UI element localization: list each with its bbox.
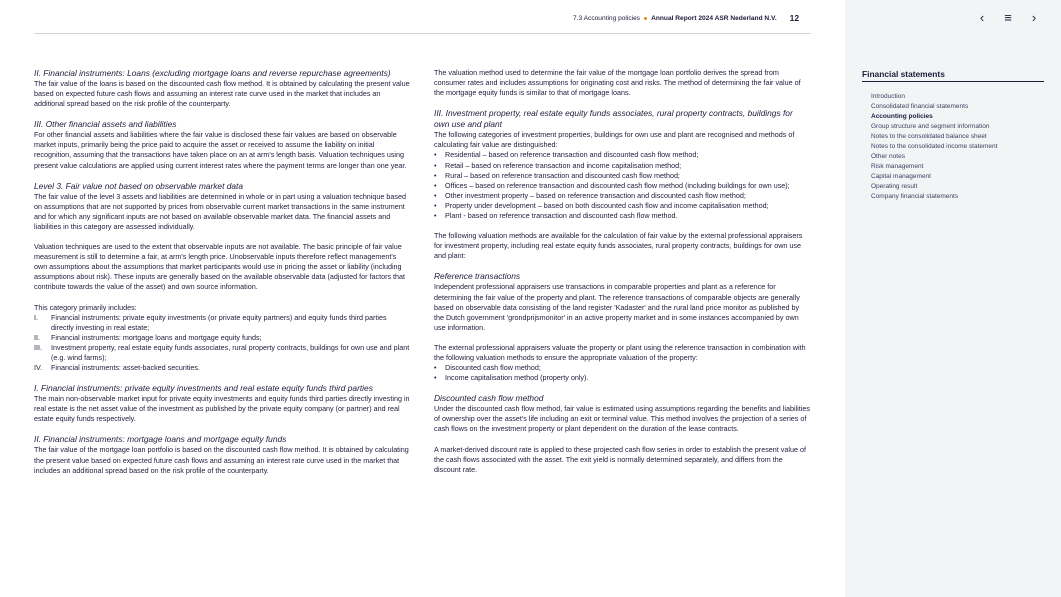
sidebar-item-risk-management[interactable]: Risk management: [871, 163, 924, 170]
paragraph: The fair value of the mortgage loan portfolio is based on the discounted cash flow method. It is obtained by calculating the present value based on expected future cash flows and assuming an interest rate curve used in the market that includes an additional spread based on the risk profile of the counterparty.: [34, 445, 409, 475]
list-item: • Discounted cash flow method;: [434, 363, 810, 373]
paragraph: The following categories of investment properties, buildings for own use and plant are recognised and methods of calculating fair value are distinguished:: [434, 130, 795, 150]
section-heading: II. Financial instruments: Loans (excluding mortgage loans and reverse repurchase agreements): [34, 68, 391, 78]
page-header: [573, 13, 799, 23]
method-list: [434, 363, 810, 383]
right-column: [434, 68, 810, 475]
paragraph: Under the discounted cash flow method, fair value is estimated using assumptions regarding the benefits and liabilities of ownership over the asset's life including an exit or terminal value. This method involves the projection of a series of cash flows on the investment property or plant dependent on the duration of the lease contracts.: [434, 404, 810, 434]
menu-icon[interactable]: ≡: [1004, 10, 1012, 25]
report-title: Annual Report 2024 ASR Nederland N.V.: [651, 14, 777, 22]
list-item: II. Financial instruments: mortgage loans and mortgage equity funds;: [34, 332, 262, 342]
sidebar-item-group-structure[interactable]: Group structure and segment information: [871, 123, 990, 130]
sidebar-title: Financial statements: [862, 69, 945, 79]
paragraph: Independent professional appraisers use transactions in comparable properties and plant as a reference for determining the fair value of the property and plant. The reference transactions of comparable objects are generally based on observable data consisting of the land register 'Kadaster' and the rural land price monitor as published by the Dutch government 'grondprijsmonitor' in an active property market and in some instances accompanied by own use information.: [434, 282, 800, 332]
list-item: • Retail – based on reference transaction and income capitalisation method;: [434, 161, 810, 171]
paragraph: The main non-observable market input for private equity investments and equity funds third parties directly investing in real estate is the net asset value of the investment as published by the private equity company (or partner) and real estate equity funds respectively.: [34, 394, 410, 424]
valuation-list: [434, 150, 810, 221]
list-item: • Income capitalisation method (property only).: [434, 373, 810, 383]
sidebar-menu: [871, 92, 997, 202]
list-item: III. Investment property, real estate equity funds associates, rural property contracts, buildings for own use and plant (e.g. wind farms);: [34, 342, 410, 362]
paragraph: The valuation method used to determine the fair value of the mortgage loan portfolio derives the spread from consumer rates and includes assumptions for originating cost and risks. The method of determining the fair value of the mortgage equity funds is similar to that of mortgage loans.: [434, 68, 801, 98]
section-heading: II. Financial instruments: mortgage loans and mortgage equity funds: [34, 434, 287, 445]
sidebar-item-consolidated-financial-statements[interactable]: Consolidated financial statements: [871, 103, 969, 110]
sidebar-item-operating-result[interactable]: Operating result: [871, 183, 918, 190]
paragraph: For other financial assets and liabilities where the fair value is disclosed these fair values are based on observable market inputs, primarily being the price paid to acquire the asset or received to assume the liability on initial recognition, assuming that the transactions have taken place on an at arm's length basis. Valuation techniques using present value calculations are applied using current interest rates where the payment terms are longer than one year.: [34, 130, 407, 170]
left-column: [34, 68, 410, 476]
list-item: • Property under development – based on both discounted cash flow and income capitalisation method;: [434, 201, 810, 211]
paragraph: A market-derived discount rate is applied to these projected cash flow series in order to establish the present value of the cash flows associated with the asset. The exit yield is normally determined separately, and differs from the discount rate.: [434, 444, 806, 474]
section-label: 7.3 Accounting policies: [573, 14, 641, 22]
sidebar-item-notes-balance-sheet[interactable]: Notes to the consolidated balance sheet: [871, 133, 987, 140]
chevron-left-icon[interactable]: ‹: [979, 10, 985, 25]
list-item: • Rural – based on reference transaction and discounted cash flow method;: [434, 171, 810, 181]
chevron-right-icon[interactable]: ›: [1031, 10, 1037, 25]
paragraph: This category primarily includes:: [34, 302, 137, 312]
paragraph: The following valuation methods are available for the calculation of fair value by the external professional appraisers for investment property, including real estate equity funds associates, rural property contracts, buildings for own use and plant:: [434, 231, 803, 261]
paragraph: The fair value of the loans is based on the discounted cash flow method. It is obtained by calculating the present value based on expected future cash flows and assuming an interest rate curve used in the market that includes an additional spread based on the risk profile of the counterparty.: [34, 79, 410, 109]
list-item: • Residential – based on reference transaction and discounted cash flow method;: [434, 150, 810, 160]
paragraph: The fair value of the level 3 assets and liabilities are determined in whole or in part using a valuation technique based on assumptions that are not supported by prices from observable current market transactions in the same instrument and for which any significant inputs are not based on available observable market data. The financial assets and liabilities in this category are assessed individually.: [34, 191, 406, 231]
section-heading: Discounted cash flow method: [434, 393, 544, 404]
list-item: • Offices – based on reference transaction and discounted cash flow method (including buildings for own use);: [434, 181, 810, 191]
list-item: I. Financial instruments: private equity investments (or private equity partners) and equity funds third parties directly investing in real estate;: [34, 312, 387, 332]
section-heading: Reference transactions: [434, 271, 521, 282]
sidebar-item-capital-management[interactable]: Capital management: [871, 173, 931, 180]
section-heading: I. Financial instruments: private equity investments and real estate equity funds third parties: [34, 383, 373, 394]
sidebar-item-company-financial-statements[interactable]: Company financial statements: [871, 193, 959, 200]
page-navigation: [975, 10, 1041, 25]
section-heading: III. Investment property, real estate equity funds associates, rural property contracts, buildings for own use and plant: [434, 108, 793, 130]
list-item: IV. Financial instruments: asset-backed securities.: [34, 363, 201, 373]
paragraph: Valuation techniques are used to the extent that observable inputs are not available. The basic principle of fair value measurement is still to determine a fair, at arm's length price. Unobservable inputs therefore reflect management's own assumptions about the assumptions that market participants would use in pricing the asset or liability (including assumptions about risk). These inputs are generally based on the available observable data (adjusted for factors that contribute towards the value of the asset) and own source information.: [34, 242, 406, 292]
list-item: • Other investment property – based on reference transaction and discounted cash flow method;: [434, 191, 810, 201]
section-heading: III. Other financial assets and liabilities: [34, 119, 177, 130]
section-heading: Level 3. Fair value not based on observable market data: [34, 180, 244, 191]
category-list: [34, 313, 410, 374]
header-divider: [34, 33, 811, 34]
sidebar-item-accounting-policies[interactable]: Accounting policies: [871, 113, 933, 120]
page-number: 12: [789, 13, 800, 23]
sidebar-item-notes-income-statement[interactable]: Notes to the consolidated income statement: [871, 143, 998, 150]
sidebar-item-introduction[interactable]: Introduction: [871, 93, 905, 100]
paragraph: The external professional appraisers valuate the property or plant using the reference transaction in combination with the following valuation methods to ensure the appropriate valuation of the property:: [434, 342, 806, 362]
sidebar: [845, 0, 1061, 597]
sidebar-divider: [862, 81, 1044, 82]
separator-dot: [644, 17, 647, 20]
sidebar-item-other-notes[interactable]: Other notes: [871, 153, 905, 160]
list-item: • Plant - based on reference transaction and discounted cash flow method.: [434, 211, 810, 221]
